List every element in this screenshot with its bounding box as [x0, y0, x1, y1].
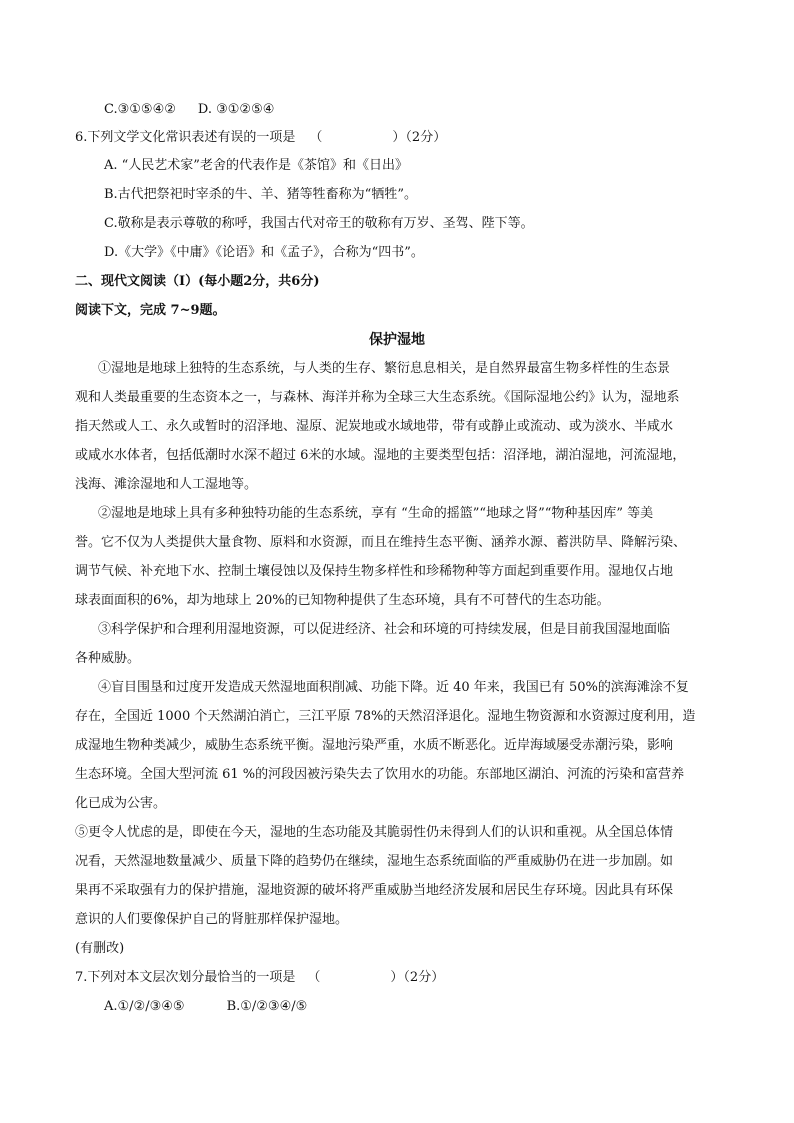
q6-option-c: C.敬称是表示尊敬的称呼，我国古代对帝王的敬称有万岁、圣驾、陛下等。 — [104, 216, 534, 231]
paragraph-line: 誉。它不仅为人类提供大量食物、原料和水资源，而且在维持生态平衡、涵养水源、蓄洪防旱、降解污染、 — [75, 535, 687, 550]
q6-stem: 6.下列文学文化常识表述有误的一项是 — [75, 130, 296, 145]
q6-paren-close: ）（2分） — [392, 130, 447, 145]
paragraph-line: ②湿地是地球上具有多种独特功能的生态系统，享有 “生命的摇篮”“地球之肾”“物种基因库” 等美 — [98, 506, 654, 521]
q6-paren-open: （ — [309, 130, 323, 145]
paragraph-line: ④盲目围垦和过度开发造成天然湿地面积削减、功能下降。近 40 年来，我国已有 50%的滨海滩涂不复 — [98, 680, 689, 695]
q5-option-d: D. ③①②⑤④ — [197, 102, 275, 117]
paragraph-line: 或咸水水体者，包括低潮时水深不超过 6米的水域。湿地的主要类型包括：沼泽地，湖泊湿地，河流湿地， — [75, 448, 686, 463]
question-7 — [75, 969, 444, 987]
paragraph-line: 意识的人们要像保护自己的肾脏那样保护湿地。 — [75, 912, 349, 927]
q6-option-d: D.《大学》《中庸》《论语》和《孟子》，合称为“四书”。 — [104, 245, 424, 260]
reading-instruction: 阅读下文，完成 7~9题。 — [75, 303, 226, 318]
paragraph-line: ⑤更令人忧虑的是，即使在今天，湿地的生态功能及其脆弱性仍未得到人们的认识和重视。从全国总体情 — [75, 825, 674, 840]
q7-option-b: B.①/②③④/⑤ — [226, 999, 308, 1014]
paragraph-line: 生态环境。全国大型河流 61 %的河段因被污染失去了饮用水的功能。东部地区湖泊、河流的污染和富营养 — [75, 767, 685, 782]
paragraph-line: ①湿地是地球上独特的生态系统，与人类的生存、繁衍息息相关，是自然界最富生物多样性的生态景 — [98, 361, 671, 376]
q6-option-b: B.古代把祭祀时宰杀的牛、羊、猪等牲畜称为“牺牲”。 — [104, 187, 417, 202]
paragraph-line: 化已成为公害。 — [75, 796, 167, 811]
q7-stem: 7.下列对本文层次划分最恰当的一项是 — [75, 970, 296, 985]
paragraph-line: 果再不采取强有力的保护措施，湿地资源的破坏将严重威胁当地经济发展和居民生存环境。因此具有环保 — [75, 883, 674, 898]
paragraph-line: 观和人类最重要的生态资本之一，与森林、海洋并称为全球三大生态系统。《国际湿地公约》认为，湿地系 — [75, 390, 680, 405]
paragraph-line: 成湿地生物种类减少，威胁生态系统平衡。湿地污染严重，水质不断恶化。近岸海域屡受赤潮污染，影响 — [75, 738, 674, 753]
paragraph-line: 浅海、滩涂湿地和人工湿地等。 — [75, 477, 258, 492]
paragraph-line: ③科学保护和合理利用湿地资源，可以促进经济、社会和环境的可持续发展，但是目前我国湿地面临 — [98, 622, 671, 637]
question-6 — [75, 129, 446, 147]
adaptation-note: (有删改) — [75, 941, 125, 956]
section-heading: 二、现代文阅读（Ⅰ）(每小题2分，共6分) — [75, 274, 320, 289]
q7-options — [104, 998, 307, 1016]
q7-option-a: A.①/②/③④⑤ — [104, 999, 185, 1014]
q7-paren-close: ）（2分） — [390, 970, 445, 985]
paragraph-line: 球表面面积的6%，却为地球上 20%的已知物种提供了生态环境，具有不可替代的生态功能。 — [75, 593, 610, 608]
q6-option-a: A. “人民艺术家”老舍的代表作是《茶馆》和《日出》 — [104, 158, 408, 173]
paragraph-line: 调节气候、补充地下水、控制土壤侵蚀以及保持生物多样性和珍稀物种等方面起到重要作用。湿地仅占地 — [75, 564, 674, 579]
q5-option-c: C.③①⑤④② — [104, 102, 176, 117]
paragraph-line: 况看，天然湿地数量减少、质量下降的趋势仍在继续，湿地生态系统面临的严重威胁仍在进一步加剧。如 — [75, 854, 674, 869]
paragraph-line: 存在，全国近 1000 个天然湖泊消亡，三江平原 78%的天然沼泽退化。湿地生物资源和水资源过度利用，造 — [75, 709, 696, 724]
article-title: 保护湿地 — [369, 332, 425, 348]
paragraph-line: 各种威胁。 — [75, 651, 141, 666]
q7-paren-open: （ — [307, 970, 321, 985]
q5-options — [104, 101, 274, 119]
paragraph-line: 指天然或人工、永久或暂时的沼泽地、湿原、泥炭地或水域地带，带有或静止或流动、或为淡水、半咸水 — [75, 419, 674, 434]
